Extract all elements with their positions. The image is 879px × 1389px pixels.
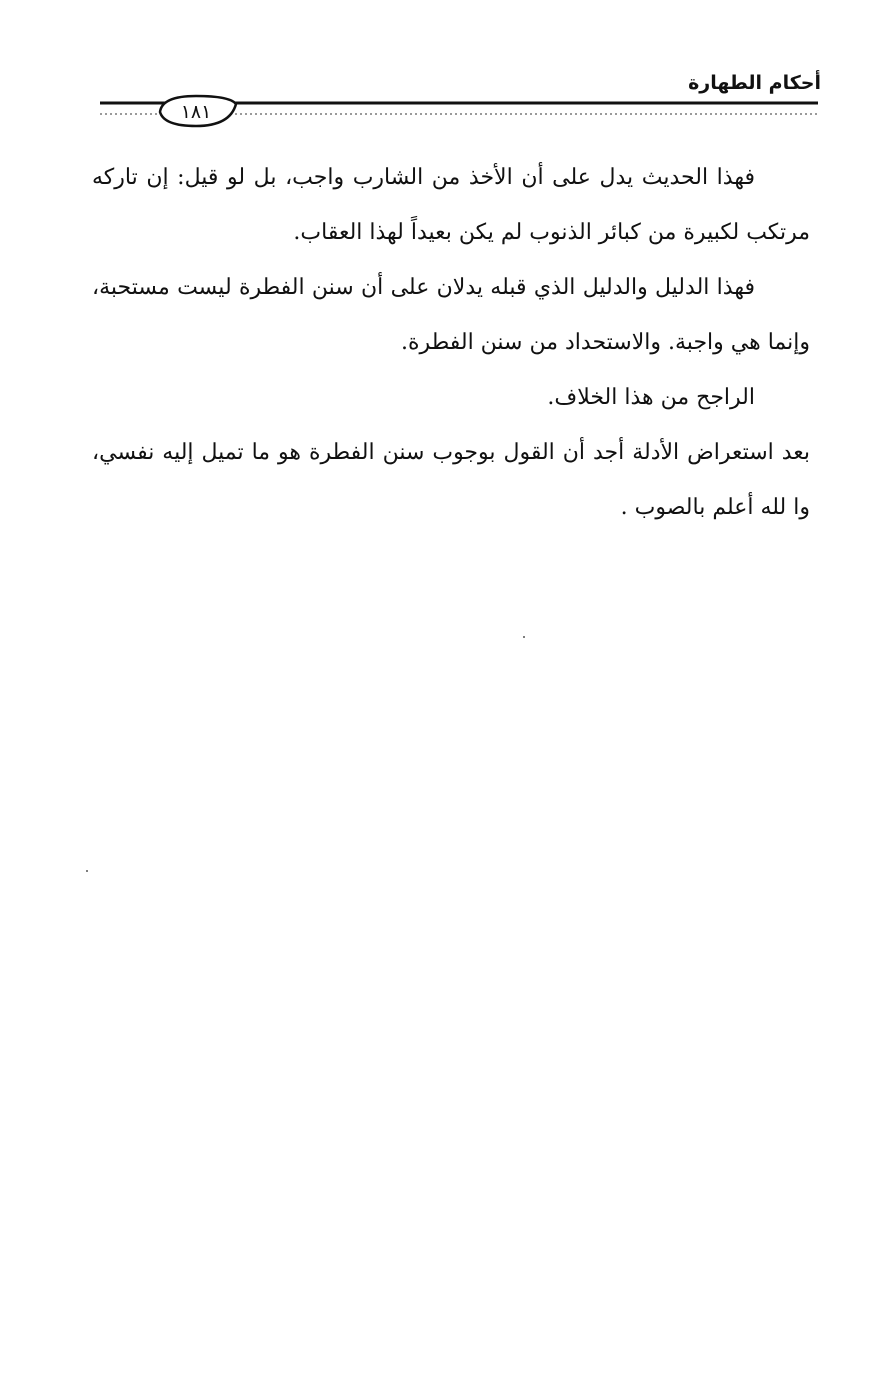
paragraph-2: فهذا الدليل والدليل الذي قبله يدلان على أن سنن الفطرة ليست مستحبة، وإنما هي واجبة. والاستحداد من سنن الفطرة. [92,275,810,355]
body-text [92,150,810,535]
page-number: ١٨١ [180,101,212,123]
header-rule [0,0,879,140]
scan-speck [86,870,88,872]
section-heading: الراجح من هذا الخلاف. [547,385,755,410]
paragraph-1: فهذا الحديث يدل على أن الأخذ من الشارب واجب، بل لو قيل: إن تاركه مرتكب لكبيرة من كبائر الذنوب لم يكن بعيداً لهذا العقاب. [92,165,810,245]
running-header-title: أحكام الطهارة [688,72,821,94]
scan-speck [523,636,525,638]
paragraph-3: بعد استعراض الأدلة أجد أن القول بوجوب سنن الفطرة هو ما تميل إليه نفسي، وا لله أعلم بالصوب . [92,440,810,520]
